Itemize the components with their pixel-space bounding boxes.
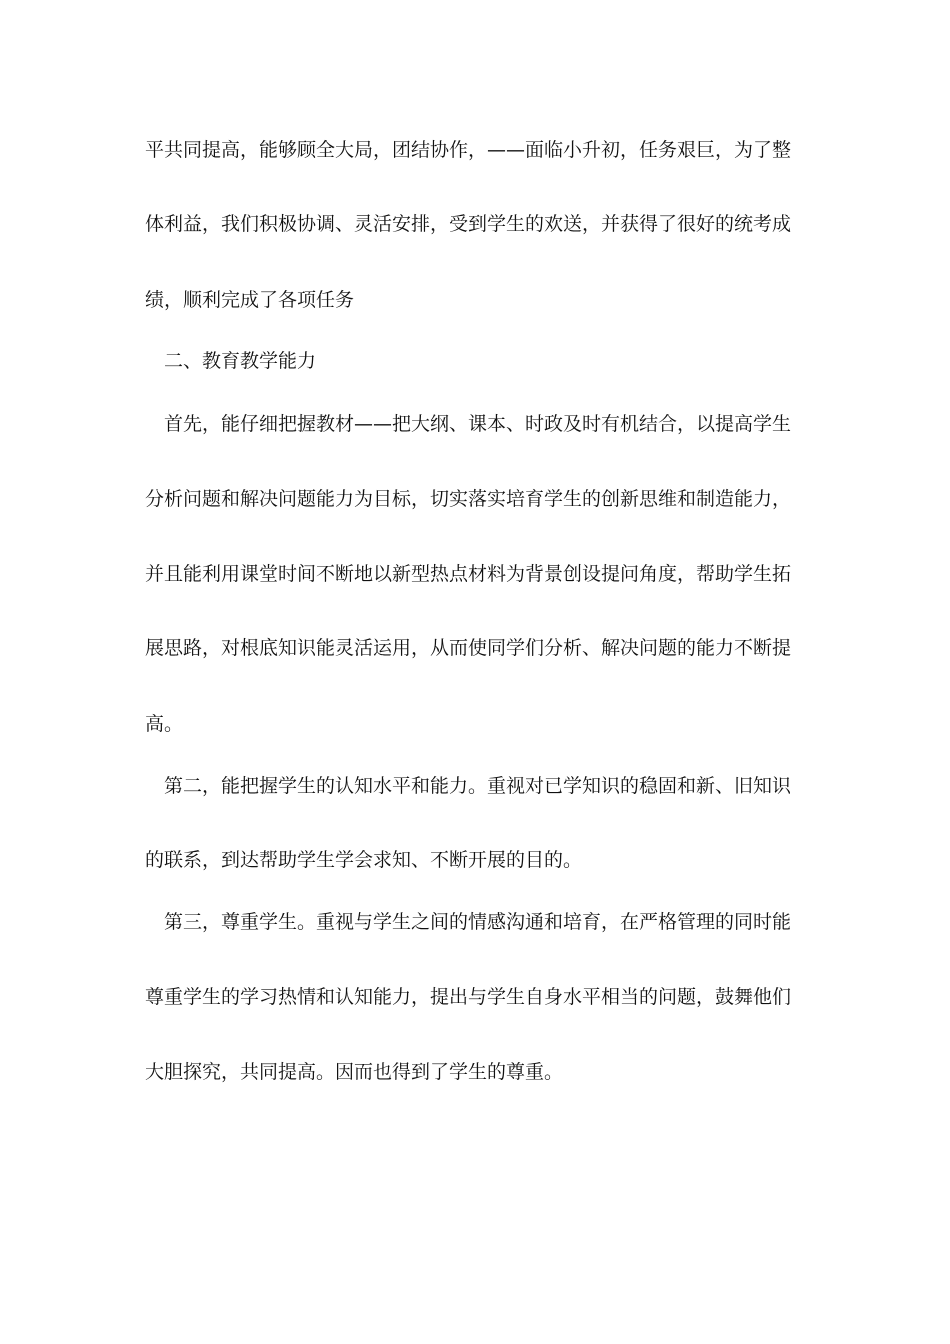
paragraph-line: 绩，顺利完成了各项任务 xyxy=(145,289,355,311)
paragraph-line: 的联系，到达帮助学生学会求知、不断开展的目的。 xyxy=(145,849,583,871)
paragraph-line: 第三，尊重学生。重视与学生之间的情感沟通和培育，在严格管理的同时能 xyxy=(164,911,792,933)
paragraph-line: 体利益，我们积极协调、灵活安排，受到学生的欢送，并获得了很好的统考成 xyxy=(145,213,792,235)
paragraph-line: 首先，能仔细把握教材——把大纲、课本、时政及时有机结合，以提高学生 xyxy=(164,413,792,435)
paragraph-line: 平共同提高，能够顾全大局，团结协作，——面临小升初，任务艰巨，为了整 xyxy=(145,139,792,161)
paragraph-line: 分析问题和解决问题能力为目标，切实落实培育学生的创新思维和制造能力， xyxy=(145,488,792,510)
paragraph-line: 高。 xyxy=(145,713,184,735)
section-heading: 二、教育教学能力 xyxy=(164,350,317,372)
paragraph-line: 第二，能把握学生的认知水平和能力。重视对已学知识的稳固和新、旧知识 xyxy=(164,775,792,797)
paragraph-line: 尊重学生的学习热情和认知能力，提出与学生自身水平相当的问题，鼓舞他们 xyxy=(145,986,792,1008)
paragraph-line: 并且能利用课堂时间不断地以新型热点材料为背景创设提问角度，帮助学生拓 xyxy=(145,563,792,585)
paragraph-line: 展思路，对根底知识能灵活运用，从而使同学们分析、解决问题的能力不断提 xyxy=(145,637,792,659)
paragraph-line: 大胆探究，共同提高。因而也得到了学生的尊重。 xyxy=(145,1061,564,1083)
